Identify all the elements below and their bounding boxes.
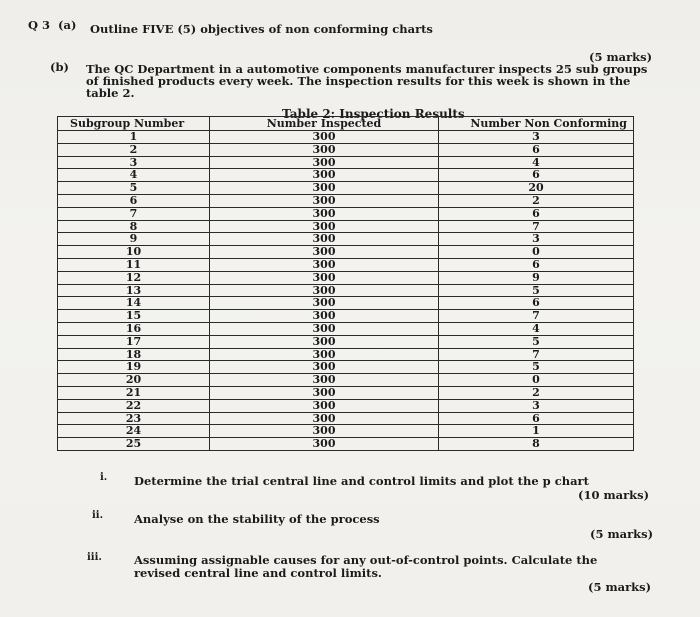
cell-subgroup: 13 [58, 284, 210, 297]
cell-nonconforming: 7 [439, 348, 634, 361]
cell-nonconforming: 0 [439, 374, 634, 387]
part-a-text: Outline FIVE (5) objectives of non conforming charts [90, 22, 433, 36]
cell-nonconforming: 5 [439, 284, 634, 297]
cell-nonconforming: 9 [439, 271, 634, 284]
table-row [58, 194, 634, 207]
table-row [58, 361, 634, 374]
item-ii-text: Analyse on the stability of the process [134, 512, 380, 526]
cell-subgroup: 10 [58, 246, 210, 259]
table-row [58, 156, 634, 169]
cell-subgroup: 18 [58, 348, 210, 361]
cell-subgroup: 19 [58, 361, 210, 374]
cell-nonconforming: 3 [439, 131, 634, 144]
table-row [58, 425, 634, 438]
cell-inspected: 300 [210, 386, 439, 399]
header-inspected: Number Inspected [210, 117, 439, 131]
cell-subgroup: 4 [58, 169, 210, 182]
table-row [58, 131, 634, 144]
item-i-marks: (10 marks) [578, 488, 650, 502]
cell-inspected: 300 [210, 207, 439, 220]
cell-subgroup: 5 [58, 182, 210, 195]
item-ii-number: ii. [92, 510, 104, 521]
table-row [58, 438, 634, 451]
table-row [58, 258, 634, 271]
part-b-line-3: table 2. [86, 86, 135, 100]
cell-subgroup: 2 [58, 143, 210, 156]
cell-inspected: 300 [210, 246, 439, 259]
cell-subgroup: 16 [58, 322, 210, 335]
cell-inspected: 300 [210, 194, 439, 207]
cell-nonconforming: 6 [439, 143, 634, 156]
cell-inspected: 300 [210, 361, 439, 374]
cell-nonconforming: 7 [439, 310, 634, 323]
cell-nonconforming: 3 [439, 399, 634, 412]
cell-inspected: 300 [210, 131, 439, 144]
cell-inspected: 300 [210, 169, 439, 182]
table-row [58, 284, 634, 297]
cell-nonconforming: 2 [439, 194, 634, 207]
table-row [58, 246, 634, 259]
cell-inspected: 300 [210, 335, 439, 348]
cell-subgroup: 12 [58, 271, 210, 284]
cell-nonconforming: 6 [439, 297, 634, 310]
part-b-label: (b) [50, 60, 69, 74]
table-caption: Table 2: Inspection Results [282, 107, 465, 121]
table-row [58, 335, 634, 348]
cell-nonconforming: 1 [439, 425, 634, 438]
cell-inspected: 300 [210, 399, 439, 412]
cell-inspected: 300 [210, 425, 439, 438]
cell-nonconforming: 3 [439, 233, 634, 246]
table-row [58, 386, 634, 399]
cell-subgroup: 24 [58, 425, 210, 438]
cell-nonconforming: 4 [439, 322, 634, 335]
cell-nonconforming: 20 [439, 182, 634, 195]
cell-inspected: 300 [210, 143, 439, 156]
cell-subgroup: 7 [58, 207, 210, 220]
cell-subgroup: 15 [58, 310, 210, 323]
cell-inspected: 300 [210, 297, 439, 310]
cell-nonconforming: 6 [439, 412, 634, 425]
cell-inspected: 300 [210, 284, 439, 297]
cell-inspected: 300 [210, 438, 439, 451]
cell-nonconforming: 5 [439, 361, 634, 374]
part-b-line-1: The QC Department in a automotive components manufacturer inspects 25 sub groups [86, 62, 648, 76]
cell-inspected: 300 [210, 412, 439, 425]
cell-inspected: 300 [210, 348, 439, 361]
cell-subgroup: 25 [58, 438, 210, 451]
item-ii-marks: (5 marks) [590, 527, 654, 541]
cell-subgroup: 21 [58, 386, 210, 399]
cell-subgroup: 11 [58, 258, 210, 271]
table-row [58, 207, 634, 220]
question-number: Q 3 (a) [28, 18, 77, 32]
cell-nonconforming: 6 [439, 169, 634, 182]
cell-inspected: 300 [210, 233, 439, 246]
cell-subgroup: 23 [58, 412, 210, 425]
cell-nonconforming: 5 [439, 335, 634, 348]
inspection-results-table [57, 116, 634, 451]
cell-inspected: 300 [210, 322, 439, 335]
table-row [58, 348, 634, 361]
cell-nonconforming: 6 [439, 207, 634, 220]
table-row [58, 233, 634, 246]
item-i-number: i. [100, 472, 108, 483]
cell-nonconforming: 4 [439, 156, 634, 169]
cell-nonconforming: 6 [439, 258, 634, 271]
cell-inspected: 300 [210, 258, 439, 271]
table-row [58, 310, 634, 323]
item-iii-number: iii. [87, 552, 102, 563]
table-row [58, 297, 634, 310]
part-b-line-2: of finished products every week. The inspection results for this week is shown in the [86, 74, 631, 88]
cell-subgroup: 20 [58, 374, 210, 387]
item-i-text: Determine the trial central line and control limits and plot the p chart [134, 474, 589, 488]
header-subgroup: Subgroup Number [58, 117, 210, 131]
header-nonconforming: Number Non Conforming [439, 117, 634, 131]
cell-nonconforming: 7 [439, 220, 634, 233]
item-iii-text-line-2: revised central line and control limits. [134, 566, 382, 580]
table-row [58, 271, 634, 284]
cell-inspected: 300 [210, 271, 439, 284]
item-iii-marks: (5 marks) [588, 580, 652, 594]
cell-inspected: 300 [210, 220, 439, 233]
table-row [58, 399, 634, 412]
item-iii-text-line-1: Assuming assignable causes for any out-of-control points. Calculate the [134, 553, 598, 567]
cell-nonconforming: 2 [439, 386, 634, 399]
cell-subgroup: 1 [58, 131, 210, 144]
cell-inspected: 300 [210, 374, 439, 387]
cell-subgroup: 9 [58, 233, 210, 246]
part-a-marks: (5 marks) [589, 50, 653, 64]
table-row [58, 322, 634, 335]
table-row [58, 220, 634, 233]
table-row [58, 182, 634, 195]
cell-inspected: 300 [210, 182, 439, 195]
cell-subgroup: 17 [58, 335, 210, 348]
table-header-row [58, 117, 634, 131]
cell-subgroup: 14 [58, 297, 210, 310]
table-row [58, 143, 634, 156]
cell-nonconforming: 8 [439, 438, 634, 451]
cell-subgroup: 3 [58, 156, 210, 169]
table-row [58, 169, 634, 182]
cell-inspected: 300 [210, 156, 439, 169]
cell-inspected: 300 [210, 310, 439, 323]
cell-nonconforming: 0 [439, 246, 634, 259]
cell-subgroup: 22 [58, 399, 210, 412]
cell-subgroup: 6 [58, 194, 210, 207]
cell-subgroup: 8 [58, 220, 210, 233]
table-row [58, 412, 634, 425]
table-row [58, 374, 634, 387]
